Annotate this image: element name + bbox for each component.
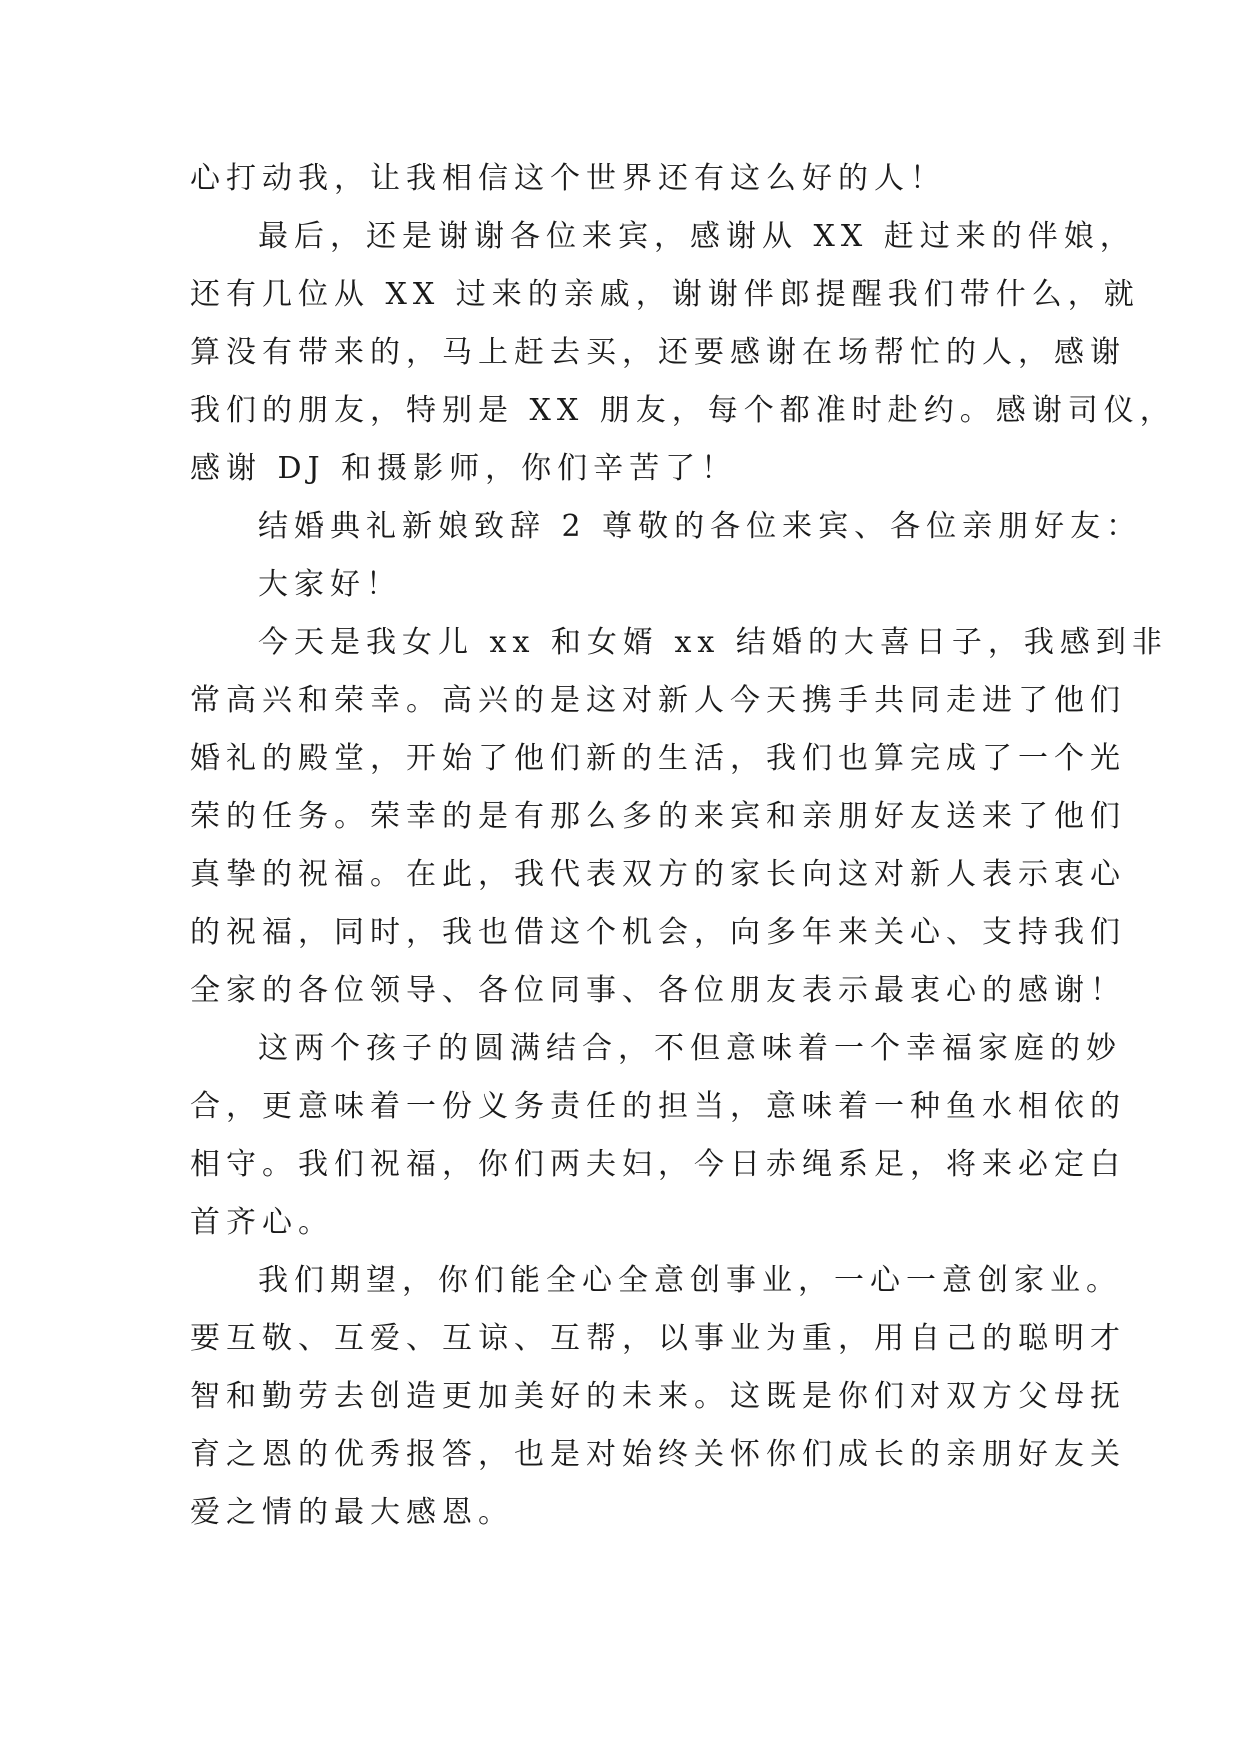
text-line: 大家好！ (258, 567, 402, 602)
text-line: 要互敬、互爱、互谅、互帮，以事业为重，用自己的聪明才 (190, 1321, 1126, 1356)
text-line: 智和勤劳去创造更加美好的未来。这既是你们对双方父母抚 (190, 1379, 1126, 1414)
text-line: 荣的任务。荣幸的是有那么多的来宾和亲朋好友送来了他们 (190, 799, 1126, 834)
text-line: 相守。我们祝福，你们两夫妇，今日赤绳系足，将来必定白 (190, 1147, 1126, 1182)
text-line: 全家的各位领导、各位同事、各位朋友表示最衷心的感谢！ (190, 973, 1126, 1008)
text-line: 的祝福，同时，我也借这个机会，向多年来关心、支持我们 (190, 915, 1126, 950)
text-line: 算没有带来的，马上赶去买，还要感谢在场帮忙的人，感谢 (190, 335, 1126, 370)
text-line: 我们期望，你们能全心全意创事业，一心一意创家业。 (258, 1263, 1122, 1298)
text-line: 育之恩的优秀报答，也是对始终关怀你们成长的亲朋好友关 (190, 1437, 1126, 1472)
text-line: 爱之情的最大感恩。 (190, 1495, 514, 1530)
document-page (190, 150, 1176, 1542)
text-line: 结婚典礼新娘致辞 2 尊敬的各位来宾、各位亲朋好友： (258, 509, 1143, 544)
text-line: 最后，还是谢谢各位来宾，感谢从 XX 赶过来的伴娘， (258, 219, 1136, 254)
text-line: 婚礼的殿堂，开始了他们新的生活，我们也算完成了一个光 (190, 741, 1126, 776)
text-line: 真挚的祝福。在此，我代表双方的家长向这对新人表示衷心 (190, 857, 1126, 892)
text-line: 常高兴和荣幸。高兴的是这对新人今天携手共同走进了他们 (190, 683, 1126, 718)
text-line: 首齐心。 (190, 1205, 334, 1240)
text-line: 心打动我，让我相信这个世界还有这么好的人！ (190, 161, 946, 196)
text-line: 合，更意味着一份义务责任的担当，意味着一种鱼水相依的 (190, 1089, 1126, 1124)
text-line: 今天是我女儿 xx 和女婿 xx 结婚的大喜日子，我感到非 (258, 625, 1168, 660)
text-line: 还有几位从 XX 过来的亲戚，谢谢伴郎提醒我们带什么，就 (190, 277, 1140, 312)
text-line: 这两个孩子的圆满结合，不但意味着一个幸福家庭的妙 (258, 1031, 1122, 1066)
text-line: 感谢 DJ 和摄影师，你们辛苦了！ (190, 451, 738, 486)
text-line: 我们的朋友，特别是 XX 朋友，每个都准时赴约。感谢司仪， (190, 393, 1176, 428)
